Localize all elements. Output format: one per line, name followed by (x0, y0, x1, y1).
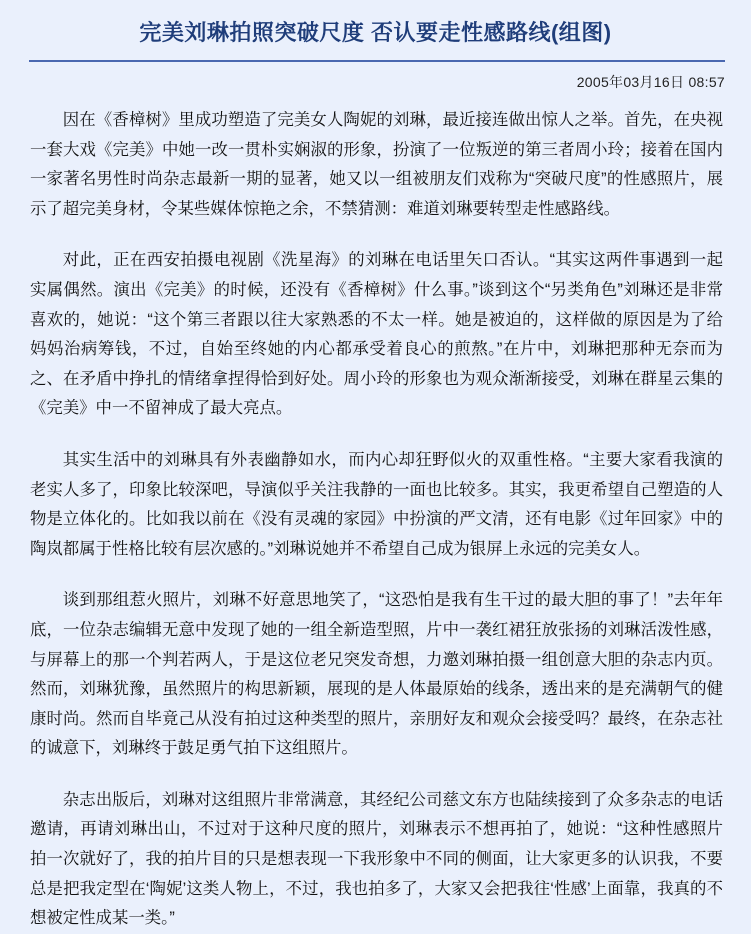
article-paragraph: 其实生活中的刘琳具有外表幽静如水，而内心却狂野似火的双重性格。“主要大家看我演的老实人多了，印象比较深吧，导演似乎关注我静的一面也比较多。其实，我更希望自己塑造的人物是立体化的。比如我以前在《没有灵魂的家园》中扮演的严文清，还有电影《过年回家》中的陶岚都属于性格比较有层次感的。”刘琳说她并不希望自己成为银屏上永远的完美女人。 (30, 450, 723, 558)
article-paragraph: 因在《香樟树》里成功塑造了完美女人陶妮的刘琳，最近接连做出惊人之举。首先，在央视一套大戏《完美》中她一改一贯朴实娴淑的形象，扮演了一位叛逆的第三者周小玲；接着在国内一家著名男性时尚杂志最新一期的显著，她又以一组被朋友们戏称为“突破尺度”的性感照片，展示了超完美身材，令某些媒体惊艳之余，不禁猜测：难道刘琳要转型走性感路线。 (30, 111, 723, 218)
page-title: 完美刘琳拍照突破尺度 否认要走性感路线(组图) (139, 20, 612, 45)
article-body (30, 106, 723, 934)
article-paragraph: 杂志出版后，刘琳对这组照片非常满意，其经纪公司慈文东方也陆续接到了众多杂志的电话邀请，再请刘琳出山，不过对于这种尺度的照片，刘琳表示不想再拍了，她说：“这种性感照片拍一次就好了，我的拍片目的只是想表现一下我形象中不同的侧面，让大家更多的认识我，不要总是把我定型在‘陶妮’这类人物上，不过，我也拍多了，大家又会把我往‘性感’上面靠，我真的不想被定性成某一类。” (30, 790, 723, 928)
article-header (0, 0, 751, 92)
publish-timestamp: 2005年03月16日 08:57 (576, 74, 725, 90)
article-paragraph: 对此，正在西安拍摄电视剧《洗星海》的刘琳在电话里矢口否认。“其实这两件事遇到一起实属偶然。演出《完美》的时候，还没有《香樟树》什么事。”谈到这个“另类角色”刘琳还是非常喜欢的，她说：“这个第三者跟以往大家熟悉的不太一样。她是被迫的，这样做的原因是为了给妈妈治病筹钱，不过，自始至终她的内心都承受着良心的煎熬。”在片中，刘琳把那种无奈而为之、在矛盾中挣扎的情绪拿捏得恰到好处。周小玲的形象也为观众渐渐接受，刘琳在群星云集的《完美》中一不留神成了最大亮点。 (30, 251, 723, 418)
article-paragraph: 谈到那组惹火照片，刘琳不好意思地笑了，“这恐怕是我有生干过的最大胆的事了！”去年年底，一位杂志编辑无意中发现了她的一组全新造型照，片中一袭红裙狂放张扬的刘琳活泼性感，与屏幕上的那一个判若两人，于是这位老兄突发奇想，力邀刘琳拍摄一组创意大胆的杂志内页。然而，刘琳犹豫，虽然照片的构思新颖，展现的是人体最原始的线条，透出来的是充满朝气的健康时尚。然而自毕竟己从没有拍过这种类型的照片，亲朋好友和观众会接受吗？最终，在杂志社的诚意下，刘琳终于鼓足勇气拍下这组照片。 (30, 591, 723, 758)
